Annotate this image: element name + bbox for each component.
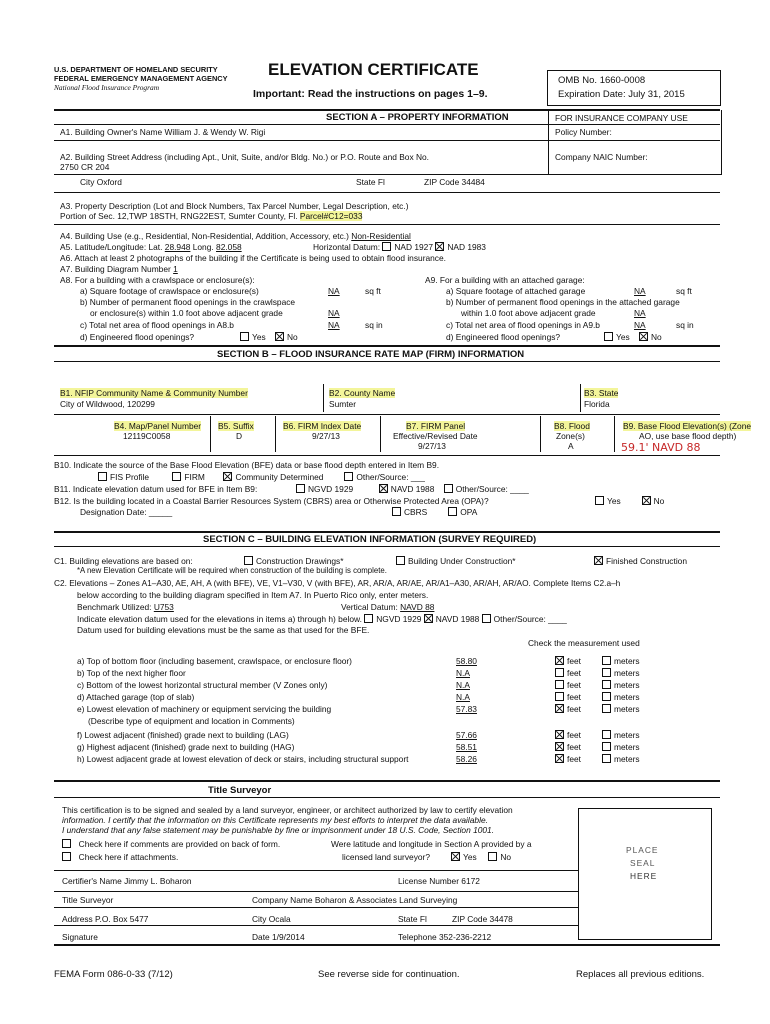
a8d-no-checkbox[interactable] bbox=[275, 332, 284, 341]
elevation-row-label: a) Top of bottom floor (including basement, crawlspace, or enclosure floor) bbox=[77, 656, 352, 666]
section-c-title: SECTION C – BUILDING ELEVATION INFORMATION (SURVEY REQUIRED) bbox=[203, 534, 537, 545]
other-source-checkbox[interactable] bbox=[344, 472, 353, 481]
state-value: State Fl bbox=[356, 177, 385, 187]
certifier-name: Certifier's Name Jimmy L. Boharon bbox=[62, 876, 192, 886]
feet-option: feet bbox=[555, 730, 581, 740]
attachments-checkbox[interactable] bbox=[62, 852, 71, 861]
elevation-row-value: 57.83 bbox=[456, 704, 477, 714]
feet-checkbox[interactable] bbox=[555, 680, 564, 689]
elevation-row-value: N.A bbox=[456, 680, 470, 690]
replaces-note: Replaces all previous editions. bbox=[576, 969, 705, 980]
b10-label: B10. Indicate the source of the Base Flood Elevation (BFE) data or base flood depth entered in Item B9. bbox=[54, 460, 440, 470]
a9c-unit: sq in bbox=[676, 320, 694, 330]
omb-number: OMB No. 1660-0008 bbox=[558, 75, 646, 86]
b12-no-checkbox[interactable] bbox=[642, 496, 651, 505]
feet-checkbox[interactable] bbox=[555, 730, 564, 739]
signature-label: Signature bbox=[62, 932, 98, 942]
b8-value: A bbox=[568, 441, 574, 451]
meters-checkbox[interactable] bbox=[602, 704, 611, 713]
lat-long-question-1: Were latitude and longitude in Section A provided by a bbox=[331, 839, 532, 849]
naic-label: Company NAIC Number: bbox=[555, 152, 648, 162]
b7-value: 9/27/13 bbox=[418, 441, 446, 451]
feet-checkbox[interactable] bbox=[555, 692, 564, 701]
cert-text-3: I understand that any false statement may be punishable by fine or imprisonment under 18 U.S. Code, Section 1001. bbox=[62, 825, 495, 835]
a1-owner-name: A1. Building Owner's Name William J. & Wendy W. Rigi bbox=[60, 127, 266, 137]
c2-line-1: C2. Elevations – Zones A1–A30, AE, AH, A (with BFE), VE, V1–V30, V (with BFE), AR, AR/A, AR/AE, AR/A1–A30, AR/AH, AR/AO. Complete Items C2.a–h bbox=[54, 578, 621, 588]
cbrs-checkbox[interactable] bbox=[392, 507, 401, 516]
a3-description-label: A3. Property Description (Lot and Block Numbers, Tax Parcel Number, Legal Description, etc.) bbox=[60, 201, 409, 211]
opa-checkbox[interactable] bbox=[448, 507, 457, 516]
meters-checkbox[interactable] bbox=[602, 742, 611, 751]
a9b-label-2: within 1.0 foot above adjacent grade bbox=[461, 308, 596, 318]
a8d-label: d) Engineered flood openings? bbox=[80, 332, 195, 342]
meters-option: meters bbox=[602, 704, 640, 714]
b8-label-2: Zone(s) bbox=[556, 431, 585, 441]
address-value: Address P.O. Box 5477 bbox=[62, 914, 149, 924]
a8a-unit: sq ft bbox=[365, 286, 381, 296]
lat-no-checkbox[interactable] bbox=[488, 852, 497, 861]
meters-checkbox[interactable] bbox=[602, 754, 611, 763]
b1-label: B1. NFIP Community Name & Community Number bbox=[60, 388, 248, 398]
check-measurement-label: Check the measurement used bbox=[528, 638, 640, 648]
b12-options: Yes No bbox=[595, 496, 664, 506]
a9d-yes-checkbox[interactable] bbox=[604, 332, 613, 341]
c1-under-construction: Building Under Construction* bbox=[396, 556, 516, 566]
feet-option: feet bbox=[555, 668, 581, 678]
a8c-label: c) Total net area of flood openings in A8.b bbox=[80, 320, 234, 330]
b7-label: B7. FIRM Panel bbox=[406, 421, 466, 431]
comments-checkbox[interactable] bbox=[62, 839, 71, 848]
b2-value: Sumter bbox=[329, 399, 356, 409]
b9-label-2: AO, use base flood depth) bbox=[639, 431, 737, 441]
page-title: ELEVATION CERTIFICATE bbox=[268, 60, 479, 79]
c2-line-2: below according to the building diagram specified in Item A7. In Puerto Rico only, enter meters. bbox=[77, 590, 429, 600]
d-city-value: City Ocala bbox=[252, 914, 291, 924]
a8-title: A8. For a building with a crawlspace or enclosure(s): bbox=[60, 275, 255, 285]
lat-long-options: Yes No bbox=[451, 852, 511, 862]
meters-option: meters bbox=[602, 742, 640, 752]
zip-value: ZIP Code 34484 bbox=[424, 177, 485, 187]
meters-checkbox[interactable] bbox=[602, 668, 611, 677]
meters-checkbox[interactable] bbox=[602, 692, 611, 701]
c1-note: *A new Elevation Certificate will be required when construction of the building is complete. bbox=[77, 566, 387, 575]
a8d-yes-checkbox[interactable] bbox=[240, 332, 249, 341]
b12-label: B12. Is the building located in a Coastal Barrier Resources System (CBRS) area or Otherwise Protected Area (OPA)? bbox=[54, 496, 489, 506]
b8-label: B8. Flood bbox=[554, 421, 590, 431]
b7-label-2: Effective/Revised Date bbox=[393, 431, 478, 441]
feet-option: feet bbox=[555, 656, 581, 666]
dept-line-3: National Flood Insurance Program bbox=[54, 83, 160, 92]
seal-text-3: HERE bbox=[630, 871, 658, 881]
a8b-label-2: or enclosure(s) within 1.0 foot above adjacent grade bbox=[90, 308, 283, 318]
b4-value: 12119C0058 bbox=[123, 431, 171, 441]
dept-line-1: U.S. DEPARTMENT OF HOMELAND SECURITY bbox=[54, 65, 218, 74]
a8c-value: NA bbox=[328, 320, 340, 330]
a9b-label-1: b) Number of permanent flood openings in the attached garage bbox=[446, 297, 680, 307]
b5-value: D bbox=[236, 431, 243, 441]
expiration-date: Expiration Date: July 31, 2015 bbox=[558, 89, 685, 100]
a4-building-use: A4. Building Use (e.g., Residential, Non-Residential, Addition, Accessory, etc.) Non-Residential bbox=[60, 231, 411, 241]
a2-address-value: 2750 CR 204 bbox=[60, 162, 110, 172]
meters-option: meters bbox=[602, 656, 640, 666]
b6-label: B6. FIRM Index Date bbox=[283, 421, 362, 431]
firm-checkbox[interactable] bbox=[172, 472, 181, 481]
horizontal-datum: Horizontal Datum: NAD 1927 NAD 1983 bbox=[313, 242, 486, 252]
section-b-title: SECTION B – FLOOD INSURANCE RATE MAP (FIRM) INFORMATION bbox=[217, 349, 525, 360]
a8a-label: a) Square footage of crawlspace or enclosure(s) bbox=[80, 286, 259, 296]
feet-checkbox[interactable] bbox=[555, 668, 564, 677]
b11-navd-checkbox[interactable] bbox=[379, 484, 388, 493]
nad83-checkbox[interactable] bbox=[435, 242, 444, 251]
fis-profile-checkbox[interactable] bbox=[98, 472, 107, 481]
a9d-options: Yes No bbox=[604, 332, 662, 342]
community-determined-checkbox[interactable] bbox=[223, 472, 232, 481]
b4-label: B4. Map/Panel Number bbox=[114, 421, 202, 431]
c2-ngvd-checkbox[interactable] bbox=[364, 614, 373, 623]
important-note: Important: Read the instructions on pages 1–9. bbox=[253, 88, 488, 100]
feet-checkbox[interactable] bbox=[555, 742, 564, 751]
datum-note: Datum used for building elevations must be the same as that used for the BFE. bbox=[77, 625, 370, 635]
dept-line-2: FEDERAL EMERGENCY MANAGEMENT AGENCY bbox=[54, 74, 228, 83]
elevation-row-label: h) Lowest adjacent grade at lowest elevation of deck or stairs, including structural support bbox=[77, 754, 409, 764]
d-state-value: State Fl bbox=[398, 914, 427, 924]
a6-photographs: A6. Attach at least 2 photographs of the building if the Certificate is being used to obtain flood insurance. bbox=[60, 253, 446, 263]
a2-address-label: A2. Building Street Address (including Apt., Unit, Suite, and/or Bldg. No.) or P.O. Route and Box No. bbox=[60, 152, 430, 162]
title-value: Title Surveyor bbox=[62, 895, 114, 905]
a8d-options: Yes No bbox=[240, 332, 298, 342]
feet-option: feet bbox=[555, 692, 581, 702]
meters-checkbox[interactable] bbox=[602, 656, 611, 665]
b11-other-checkbox[interactable] bbox=[444, 484, 453, 493]
feet-option: feet bbox=[555, 680, 581, 690]
b2-label: B2. County Name bbox=[329, 388, 396, 398]
b12-cbrs-opa: CBRS OPA bbox=[392, 507, 477, 517]
attachments-check: Check here if attachments. bbox=[62, 852, 178, 862]
b3-value: Florida bbox=[584, 399, 610, 409]
b9-label: B9. Base Flood Elevation(s) (Zone bbox=[623, 421, 752, 431]
under-construction-checkbox[interactable] bbox=[396, 556, 405, 565]
feet-option: feet bbox=[555, 704, 581, 714]
b1-value: City of Wildwood, 120299 bbox=[60, 399, 155, 409]
meters-option: meters bbox=[602, 680, 640, 690]
finished-construction-checkbox[interactable] bbox=[594, 556, 603, 565]
feet-checkbox[interactable] bbox=[555, 754, 564, 763]
elevation-row-value: 58.26 bbox=[456, 754, 477, 764]
comments-check: Check here if comments are provided on back of form. bbox=[62, 839, 280, 849]
elevation-row-label: f) Lowest adjacent (finished) grade next to building (LAG) bbox=[77, 730, 289, 740]
feet-option: feet bbox=[555, 742, 581, 752]
elevation-row-value: N.A bbox=[456, 692, 470, 702]
a8a-value: NA bbox=[328, 286, 340, 296]
section-d-title: Title Surveyor bbox=[208, 785, 272, 796]
b11-options: NGVD 1929 NAVD 1988 Other/Source: ____ bbox=[296, 484, 529, 494]
b12-yes-checkbox[interactable] bbox=[595, 496, 604, 505]
benchmark: Benchmark Utilized: U753 bbox=[77, 602, 174, 612]
elevation-row-label: e) Lowest elevation of machinery or equipment servicing the building bbox=[77, 704, 332, 714]
c1-label: C1. Building elevations are based on: bbox=[54, 556, 193, 566]
b9-handwritten-value: 59.1' NAVD 88 bbox=[621, 441, 701, 454]
elevation-row-value: 57.66 bbox=[456, 730, 477, 740]
a9c-label: c) Total net area of flood openings in A9.b bbox=[446, 320, 600, 330]
meters-option: meters bbox=[602, 754, 640, 764]
policy-number-label: Policy Number: bbox=[555, 127, 612, 137]
cert-text-2: information. I certify that the information on this Certificate represents my best efforts to interpret the data available. bbox=[62, 815, 488, 825]
a9a-value: NA bbox=[634, 286, 646, 296]
a3-description-value: Portion of Sec. 12,TWP 18STH, RNG22EST, Sumter County, Fl. Parcel#C12=033 bbox=[60, 211, 363, 221]
feet-checkbox[interactable] bbox=[555, 704, 564, 713]
lat-yes-checkbox[interactable] bbox=[451, 852, 460, 861]
a9c-value: NA bbox=[634, 320, 646, 330]
cert-text-1: This certification is to be signed and sealed by a land surveyor, engineer, or architect authorized by law to certify elevation bbox=[62, 805, 513, 815]
elevation-row-label: c) Bottom of the lowest horizontal structural member (V Zones only) bbox=[77, 680, 328, 690]
seal-text-1: PLACE bbox=[626, 845, 659, 855]
a9a-label: a) Square footage of attached garage bbox=[446, 286, 586, 296]
lat-long-question-2: licensed land surveyor? bbox=[342, 852, 430, 862]
b11-label: B11. Indicate elevation datum used for BFE in Item B9: bbox=[54, 484, 258, 494]
construction-drawings-checkbox[interactable] bbox=[244, 556, 253, 565]
feet-option: feet bbox=[555, 754, 581, 764]
c2-navd-checkbox[interactable] bbox=[424, 614, 433, 623]
c2-datum-indicate: Indicate elevation datum used for the elevations in items a) through h) below. NGVD 1929 NAVD 1988 Other/Source: ____ bbox=[77, 614, 567, 624]
d-zip-value: ZIP Code 34478 bbox=[452, 914, 513, 924]
meters-option: meters bbox=[602, 692, 640, 702]
meters-checkbox[interactable] bbox=[602, 730, 611, 739]
meters-option: meters bbox=[602, 668, 640, 678]
insurance-use-title: FOR INSURANCE COMPANY USE bbox=[555, 113, 688, 123]
b10-options: FIS Profile FIRM Community Determined Other/Source: ___ bbox=[98, 472, 425, 482]
a9d-no-checkbox[interactable] bbox=[639, 332, 648, 341]
meters-option: meters bbox=[602, 730, 640, 740]
vertical-datum: Vertical Datum: NAVD 88 bbox=[341, 602, 435, 612]
b3-label: B3. State bbox=[584, 388, 619, 398]
elevation-row-label: d) Attached garage (top of slab) bbox=[77, 692, 195, 702]
b12-designation-date: Designation Date: _____ bbox=[80, 507, 173, 517]
elevation-row-value: 58.51 bbox=[456, 742, 477, 752]
form-number: FEMA Form 086-0-33 (7/12) bbox=[54, 969, 173, 980]
a8b-value: NA bbox=[328, 308, 340, 318]
feet-checkbox[interactable] bbox=[555, 656, 564, 665]
elevation-row-label: b) Top of the next higher floor bbox=[77, 668, 186, 678]
a9d-label: d) Engineered flood openings? bbox=[446, 332, 561, 342]
section-a-title: SECTION A – PROPERTY INFORMATION bbox=[326, 112, 509, 123]
b6-value: 9/27/13 bbox=[312, 431, 340, 441]
nad27-checkbox[interactable] bbox=[382, 242, 391, 251]
date-value: Date 1/9/2014 bbox=[252, 932, 305, 942]
a8b-label-1: b) Number of permanent flood openings in the crawlspace bbox=[80, 297, 296, 307]
c1-construction-drawings: Construction Drawings* bbox=[244, 556, 344, 566]
a8c-unit: sq in bbox=[365, 320, 383, 330]
elevation-row-value: 58.80 bbox=[456, 656, 477, 666]
a7-diagram-number: A7. Building Diagram Number 1 bbox=[60, 264, 178, 274]
a9b-value: NA bbox=[634, 308, 646, 318]
license-number: License Number 6172 bbox=[398, 876, 480, 886]
equipment-note: (Describe type of equipment and location in Comments) bbox=[88, 716, 295, 726]
telephone-value: Telephone 352-236-2212 bbox=[398, 932, 492, 942]
c1-finished-construction: Finished Construction bbox=[594, 556, 687, 566]
meters-checkbox[interactable] bbox=[602, 680, 611, 689]
a9-title: A9. For a building with an attached garage: bbox=[425, 275, 585, 285]
a5-lat-long: A5. Latitude/Longitude: Lat. 28.948 Long. 82.058 bbox=[60, 242, 242, 252]
company-name: Company Name Boharon & Associates Land Surveying bbox=[252, 895, 458, 905]
elevation-row-value: N.A bbox=[456, 668, 470, 678]
b5-label: B5. Suffix bbox=[218, 421, 254, 431]
city-value: City Oxford bbox=[80, 177, 122, 187]
a9a-unit: sq ft bbox=[676, 286, 692, 296]
seal-text-2: SEAL bbox=[630, 858, 656, 868]
b11-ngvd-checkbox[interactable] bbox=[296, 484, 305, 493]
continuation-note: See reverse side for continuation. bbox=[318, 969, 460, 980]
elevation-row-label: g) Highest adjacent (finished) grade next to building (HAG) bbox=[77, 742, 295, 752]
c2-other-checkbox[interactable] bbox=[482, 614, 491, 623]
